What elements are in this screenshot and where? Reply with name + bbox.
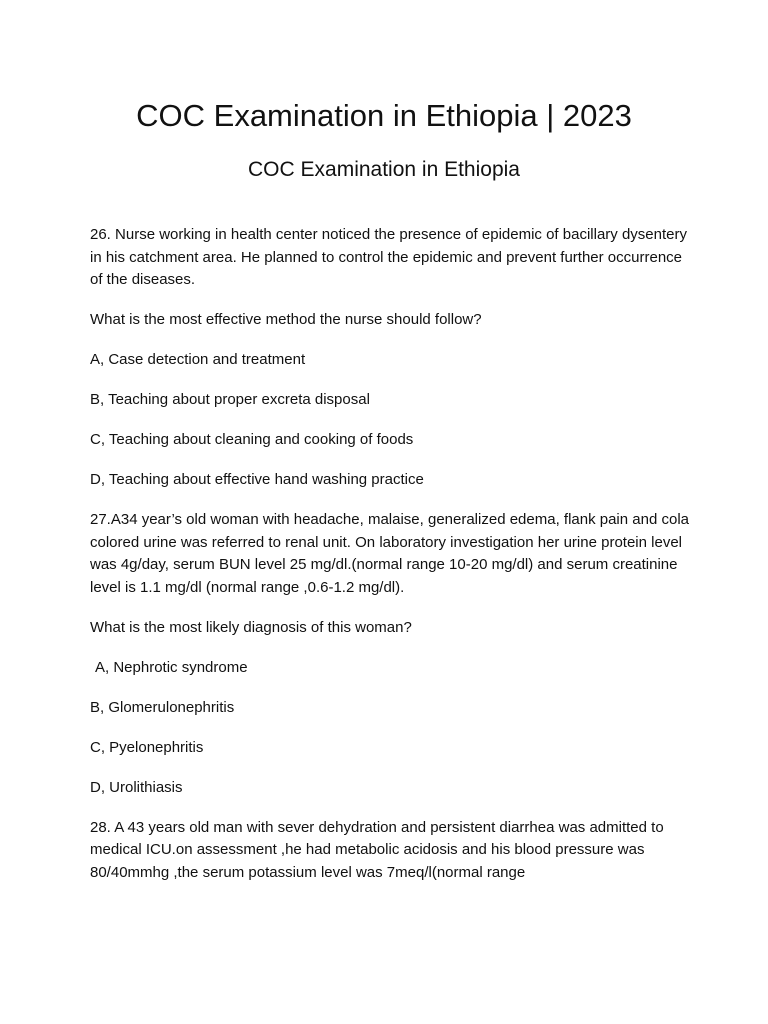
document-title: COC Examination in Ethiopia | 2023 [136, 98, 632, 133]
question-27-option-c: C, Pyelonephritis [90, 738, 204, 756]
document-subtitle: COC Examination in Ethiopia [248, 158, 520, 181]
question-27-option-b: B, Glomerulonephritis [90, 698, 235, 716]
question-26-option-b: B, Teaching about proper excreta disposal [90, 391, 370, 408]
question-26-option-c: C, Teaching about cleaning and cooking of foods [90, 431, 414, 448]
question-26-option-a: A, Case detection and treatment [90, 351, 306, 368]
question-26-prompt: What is the most effective method the nurse should follow? [90, 311, 482, 328]
question-26-option-d: D, Teaching about effective hand washing practice [90, 471, 424, 488]
document-body [90, 224, 690, 902]
question-27-option-a: A, Nephrotic syndrome [95, 658, 248, 676]
question-27-stem: 27.A34 year’s old woman with headache, malaise, generalized edema, flank pain and cola colored urine was referred to renal unit. On laboratory investigation her urine protein level was 4g/day, serum BUN level 25 mg/dl.(normal range 10-20 mg/dl) and serum creatinine level is 1.1 mg/dl (normal range ,0.6-1.2 mg/dl). [90, 511, 689, 596]
question-28-stem: 28. A 43 years old man with sever dehydration and persistent diarrhea was admitted to medical ICU.on assessment ,he had metabolic acidosis and his blood pressure was 80/40mmhg ,the serum potassium level was 7meq/l(normal range [90, 818, 664, 881]
question-26-stem: 26. Nurse working in health center noticed the presence of epidemic of bacillary dysentery in his catchment area. He planned to control the epidemic and prevent further occurrence of the diseases. [90, 226, 687, 288]
question-27-option-d: D, Urolithiasis [90, 778, 183, 796]
question-27-prompt: What is the most likely diagnosis of this woman? [90, 618, 412, 636]
